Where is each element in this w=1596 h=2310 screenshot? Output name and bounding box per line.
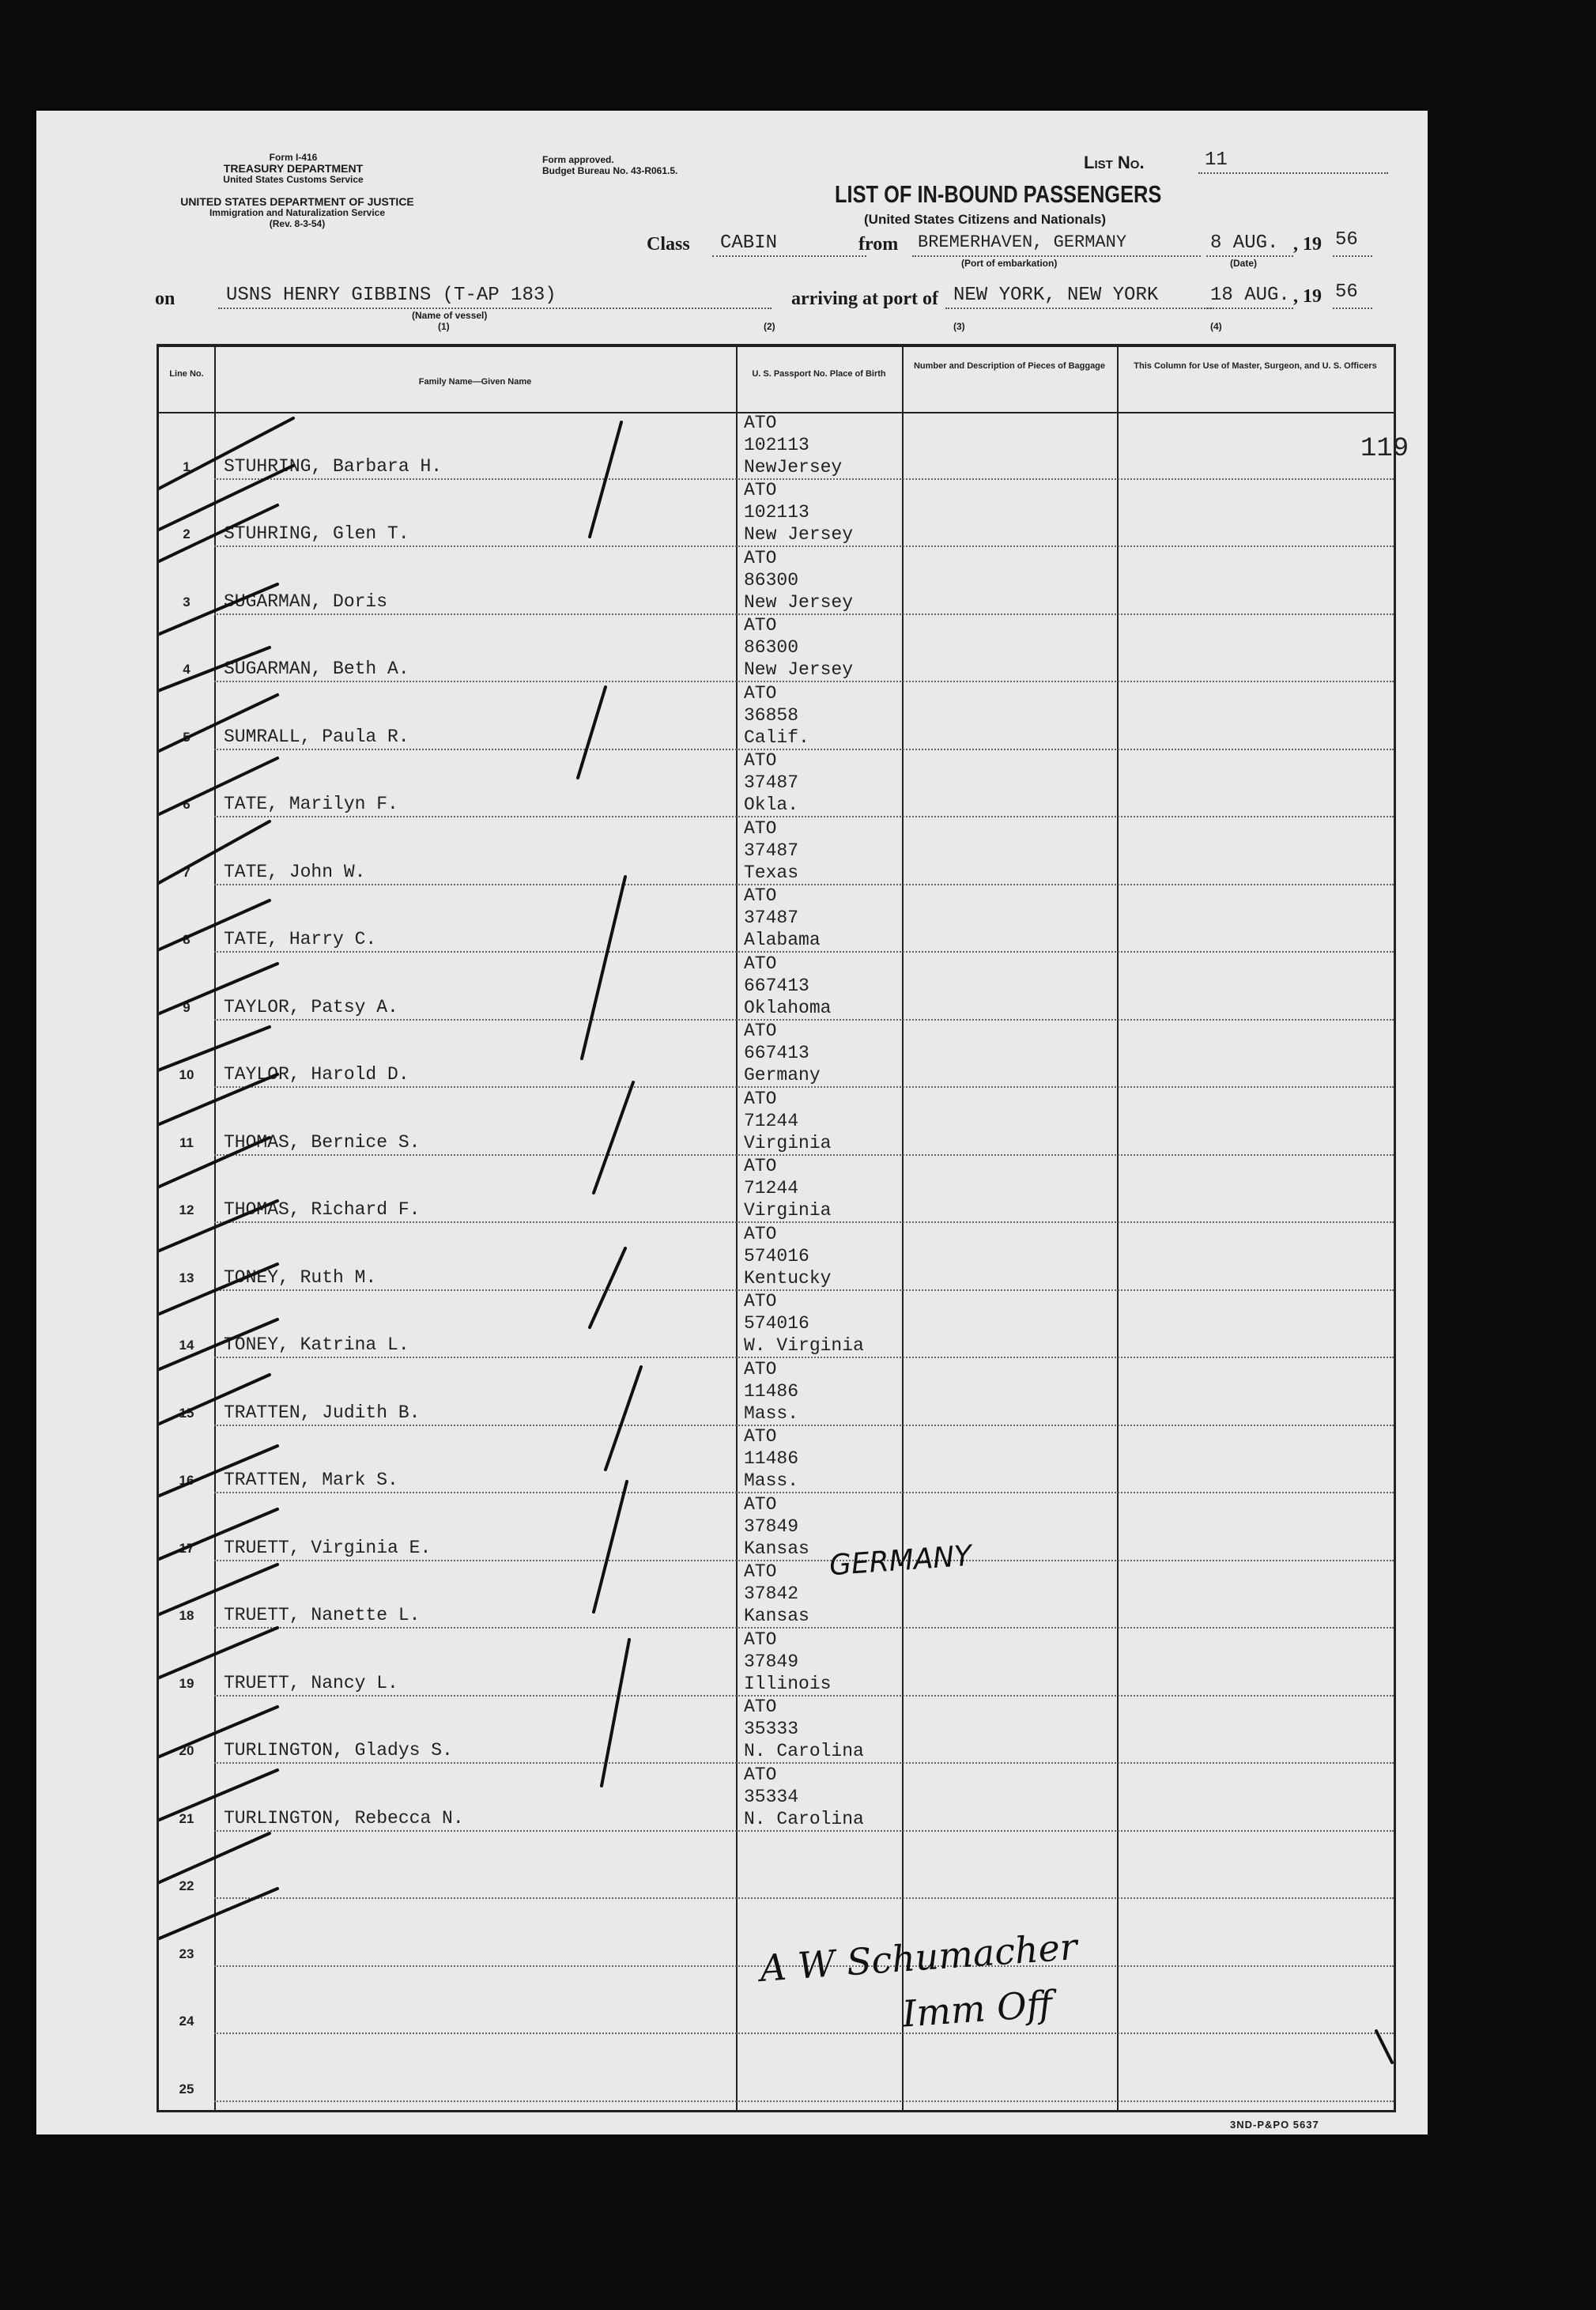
passenger-name: STUHRING, Barbara H. — [224, 455, 443, 477]
place-of-birth: New Jersey — [744, 591, 854, 613]
col-header-officers: This Column for Use of Master, Surgeon, and U. S. Officers — [1134, 361, 1377, 371]
passenger-table — [157, 344, 1409, 2112]
caption-4: (4) — [1210, 321, 1222, 332]
passenger-name: TAYLOR, Harold D. — [224, 1064, 409, 1085]
passport-number: 574016 — [744, 1313, 809, 1334]
place-of-birth: Germany — [744, 1065, 821, 1085]
passport-number: 102113 — [744, 502, 809, 523]
passport-prefix: ATO — [744, 1697, 777, 1717]
embark-port-caption: (Port of embarkation) — [961, 258, 1058, 269]
print-code: 3ND-P&PO 5637 — [1230, 2119, 1319, 2131]
form-number-block — [175, 152, 412, 185]
place-of-birth: NewJersey — [744, 456, 843, 477]
line-number: 25 — [179, 2081, 194, 2097]
passport-number: 37487 — [744, 772, 799, 793]
passport-number: 667413 — [744, 975, 809, 996]
place-of-birth: N. Carolina — [744, 1808, 864, 1829]
passport-prefix: ATO — [744, 480, 777, 500]
page-subtitle: (United States Citizens and Nationals) — [864, 212, 1107, 227]
line-number: 16 — [179, 1473, 194, 1488]
arrival-port: NEW YORK, NEW YORK — [953, 285, 1159, 306]
passenger-name: TRATTEN, Judith B. — [224, 1402, 421, 1423]
line-number: 24 — [179, 2014, 194, 2029]
caption-1: (1) — [438, 321, 450, 332]
manifest-sheet — [36, 111, 1428, 2134]
passport-prefix: ATO — [744, 817, 777, 839]
col-header-line-no: Line No. — [169, 369, 204, 379]
passport-number: 37849 — [744, 1515, 799, 1537]
place-of-birth: Kentucky — [744, 1267, 832, 1289]
line-number: 3 — [183, 594, 191, 610]
place-of-birth: Illinois — [744, 1673, 832, 1694]
col-header-passport: U. S. Passport No. Place of Birth — [752, 369, 886, 379]
ins-service: Immigration and Naturalization Service — [209, 207, 386, 218]
passport-prefix: ATO — [744, 1426, 777, 1447]
line-number: 15 — [179, 1405, 194, 1421]
passport-prefix: ATO — [744, 953, 777, 974]
on-label: on — [155, 289, 175, 309]
passenger-name: THOMAS, Richard F. — [224, 1199, 421, 1220]
place-of-birth: Texas — [744, 862, 799, 883]
justice-block — [147, 196, 447, 229]
line-number: 13 — [179, 1270, 194, 1285]
passport-number: 35333 — [744, 1719, 799, 1739]
passport-prefix: ATO — [744, 547, 777, 568]
line-number: 11 — [179, 1134, 194, 1150]
passenger-name: SUGARMAN, Beth A. — [224, 659, 409, 679]
embark-year-prefix: , 19 — [1293, 234, 1322, 255]
passport-prefix: ATO — [744, 1223, 777, 1244]
officer-signature: A W Schumacher — [758, 1925, 1079, 1990]
passport-number: 667413 — [744, 1043, 809, 1063]
arrival-year-prefix: , 19 — [1293, 286, 1322, 307]
date-caption: (Date) — [1230, 258, 1258, 269]
form-number: Form I-416 — [269, 152, 318, 163]
handwritten-correction: GERMANY — [828, 1539, 973, 1583]
revision: (Rev. 8-3-54) — [269, 218, 326, 229]
place-of-birth: New Jersey — [744, 524, 854, 545]
passport-number: 11486 — [744, 1380, 799, 1402]
line-number: 18 — [179, 1608, 194, 1623]
passport-number: 574016 — [744, 1245, 809, 1266]
passport-number: 86300 — [744, 569, 799, 591]
justice-dept: UNITED STATES DEPARTMENT OF JUSTICE — [180, 195, 414, 208]
passenger-name: TATE, Marilyn F. — [224, 794, 398, 814]
passenger-name: TAYLOR, Patsy A. — [224, 996, 398, 1017]
line-number: 20 — [179, 1743, 194, 1758]
passenger-name: STUHRING, Glen T. — [224, 523, 409, 544]
place-of-birth: Calif. — [744, 727, 809, 748]
line-number: 4 — [183, 662, 191, 677]
line-number: 10 — [179, 1067, 194, 1082]
from-label: from — [858, 234, 899, 255]
passport-number: 86300 — [744, 637, 799, 658]
col-header-baggage: Number and Description of Pieces of Baggage — [913, 361, 1106, 371]
embark-date: 8 AUG. — [1210, 232, 1279, 254]
passport-prefix: ATO — [744, 1088, 777, 1109]
place-of-birth: Mass. — [744, 1470, 799, 1491]
passport-prefix: ATO — [744, 1156, 777, 1176]
line-number: 1 — [183, 459, 191, 474]
passport-number: 102113 — [744, 434, 809, 455]
list-no: 11 — [1205, 149, 1228, 171]
class-value: CABIN — [720, 232, 778, 254]
line-number: 14 — [179, 1338, 194, 1353]
place-of-birth: Alabama — [744, 930, 821, 950]
line-number: 6 — [183, 797, 191, 812]
line-number: 9 — [183, 999, 191, 1015]
line-number: 5 — [183, 729, 191, 745]
passenger-name: TRUETT, Virginia E. — [224, 1537, 432, 1558]
place-of-birth: New Jersey — [744, 659, 854, 680]
line-number: 2 — [183, 527, 191, 542]
arrival-date: 18 AUG. — [1210, 285, 1290, 306]
caption-2: (2) — [764, 321, 775, 332]
passport-prefix: ATO — [744, 750, 777, 771]
page-title: LIST OF IN-BOUND PASSENGERS — [835, 180, 1162, 208]
place-of-birth: Kansas — [744, 1606, 809, 1626]
arriving-label: arriving at port of — [791, 289, 938, 309]
passenger-name: TURLINGTON, Rebecca N. — [224, 1807, 464, 1829]
caption-3: (3) — [953, 321, 965, 332]
place-of-birth: N. Carolina — [744, 1741, 864, 1761]
passenger-name: SUGARMAN, Doris — [224, 591, 388, 612]
place-of-birth: Virginia — [744, 1200, 832, 1221]
passport-prefix: ATO — [744, 682, 777, 704]
passport-prefix: ATO — [744, 1561, 777, 1582]
passenger-name: TURLINGTON, Gladys S. — [224, 1740, 453, 1761]
passport-number: 37487 — [744, 840, 799, 861]
embark-year: 56 — [1335, 229, 1358, 251]
passenger-name: TONEY, Ruth M. — [224, 1266, 377, 1288]
passport-number: 37849 — [744, 1651, 799, 1672]
line-number: 22 — [179, 1878, 194, 1893]
passenger-name: TATE, Harry C. — [224, 929, 377, 949]
passport-number: 71244 — [744, 1178, 799, 1198]
passport-prefix: ATO — [744, 412, 777, 433]
line-number: 7 — [183, 864, 191, 880]
passport-prefix: ATO — [744, 615, 777, 636]
passport-number: 36858 — [744, 704, 799, 726]
embark-port: BREMERHAVEN, GERMANY — [918, 232, 1127, 252]
line-number: 23 — [179, 1946, 194, 1961]
place-of-birth: W. Virginia — [744, 1335, 864, 1356]
officer-title: Imm Off — [900, 1982, 1054, 2036]
passport-number: 71244 — [744, 1110, 799, 1131]
passenger-name: TRUETT, Nancy L. — [224, 1672, 398, 1693]
vessel-name: USNS HENRY GIBBINS (T-AP 183) — [226, 285, 557, 306]
passport-prefix: ATO — [744, 1358, 777, 1380]
place-of-birth: Okla. — [744, 795, 799, 815]
passport-number: 37842 — [744, 1583, 799, 1604]
arrival-year: 56 — [1335, 281, 1358, 303]
passport-prefix: ATO — [744, 1291, 777, 1312]
customs-service: United States Customs Service — [223, 174, 364, 185]
passenger-name: TONEY, Katrina L. — [224, 1334, 409, 1355]
passport-number: 35334 — [744, 1786, 799, 1807]
line-number: 21 — [179, 1810, 194, 1826]
passenger-name: TATE, John W. — [224, 861, 366, 882]
passenger-name: TRUETT, Nanette L. — [224, 1605, 421, 1625]
place-of-birth: Mass. — [744, 1402, 799, 1424]
passenger-name: TRATTEN, Mark S. — [224, 1470, 398, 1490]
line-number: 17 — [179, 1540, 194, 1556]
passenger-name: SUMRALL, Paula R. — [224, 726, 409, 747]
approval-block — [542, 154, 677, 176]
page-stamp: 119 — [1360, 434, 1409, 464]
pencil-marks — [159, 347, 1394, 2110]
col-header-name: Family Name—Given Name — [418, 377, 532, 387]
check-mark — [159, 418, 293, 505]
line-number: 19 — [179, 1675, 194, 1691]
budget-bureau: Budget Bureau No. 43-R061.5. — [542, 165, 678, 176]
vessel-caption: (Name of vessel) — [412, 310, 488, 321]
treasury-dept: TREASURY DEPARTMENT — [223, 162, 364, 175]
place-of-birth: Oklahoma — [744, 997, 832, 1018]
form-approved: Form approved. — [542, 154, 614, 165]
passport-prefix: ATO — [744, 885, 777, 906]
place-of-birth: Virginia — [744, 1132, 832, 1153]
passport-prefix: ATO — [744, 1629, 777, 1650]
line-number: 8 — [183, 932, 191, 947]
class-label: Class — [647, 234, 690, 255]
line-number: 12 — [179, 1202, 194, 1217]
place-of-birth: Kansas — [744, 1538, 809, 1559]
passenger-name: THOMAS, Bernice S. — [224, 1131, 421, 1153]
passport-prefix: ATO — [744, 1021, 777, 1041]
passport-number: 11486 — [744, 1448, 799, 1469]
passport-prefix: ATO — [744, 1764, 777, 1785]
passport-prefix: ATO — [744, 1493, 777, 1515]
passport-number: 37487 — [744, 908, 799, 928]
list-no-label: List No. — [1084, 153, 1145, 172]
